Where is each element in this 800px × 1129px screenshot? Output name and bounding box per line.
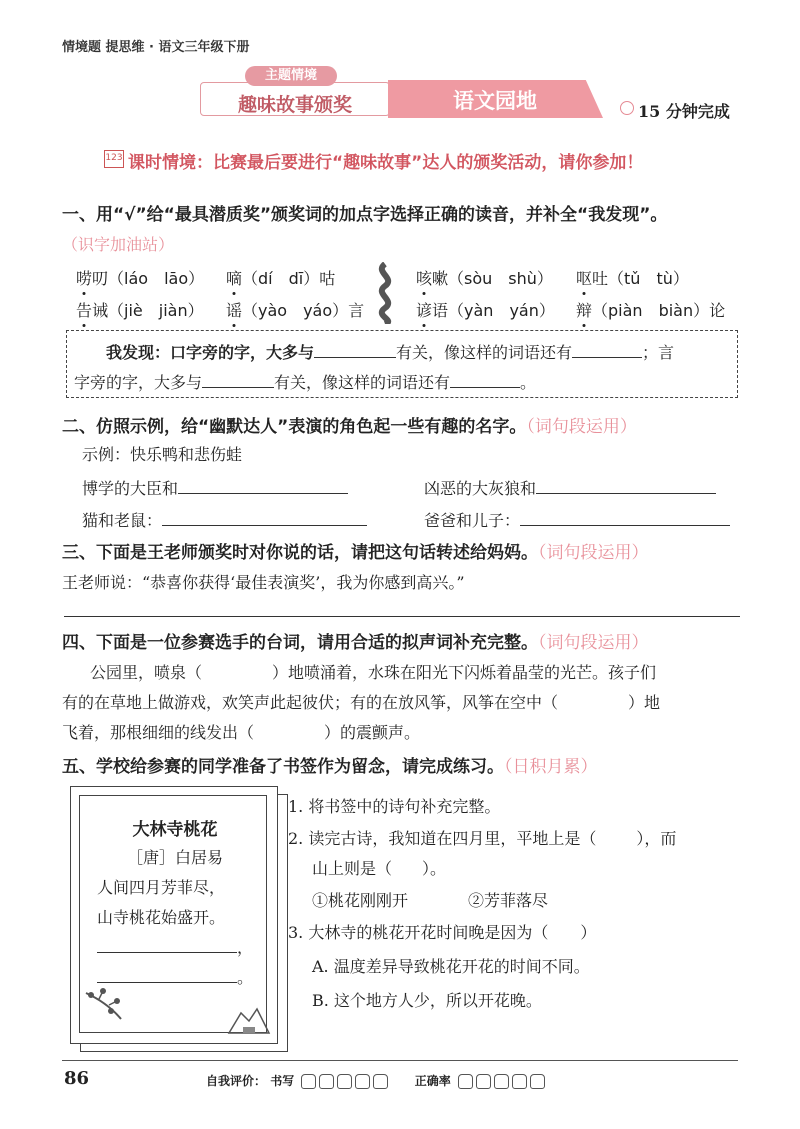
thumb-icon[interactable] [458, 1074, 473, 1089]
discover-line-1: 我发现：口字旁的字，大多与 有关，像这样的词语还有 ；言 [106, 343, 675, 362]
q5-option-b[interactable]: B. 这个地方人少，所以开花晚。 [312, 991, 542, 1010]
q5-option-1[interactable]: ①桃花刚刚开 [312, 891, 409, 910]
q1-title: 一、用“√”给“最具潜质奖”颁奖词的加点字选择正确的读音，并补全“我发现”。 [62, 205, 668, 225]
pinyin-item: 嘀（dí dī）咕 [226, 269, 336, 288]
poem-blank-2: 。 [97, 965, 253, 988]
q2-item-a: 博学的大臣和 [82, 476, 348, 499]
q3-title: 三、下面是王老师颁奖时对你说的话，请把这句话转述给妈妈。（词句段运用） [62, 543, 649, 563]
pinyin-item: 呕吐（tǔ tù） [576, 269, 689, 288]
pinyin-item: 唠叨（láo lāo） [76, 269, 205, 288]
q2-item-b: 凶恶的大灰狼和 [424, 476, 716, 499]
q5-sub-2-cont: 山上则是（ ）。 [312, 859, 447, 878]
q5-option-a[interactable]: A. 温度差异导致桃花开花的时间不同。 [312, 957, 590, 976]
q3-quote: 王老师说：“恭喜你获得‘最佳表演奖’，我为你感到高兴。” [62, 573, 465, 592]
thumb-icon[interactable] [494, 1074, 509, 1089]
q4-title: 四、下面是一位参赛选手的台词，请用合适的拟声词补充完整。（词句段运用） [62, 633, 649, 653]
plum-branch-icon [81, 985, 141, 1033]
lesson-context: 课时情境：比赛最后要进行“趣味故事”达人的颁奖活动，请你参加！ [128, 153, 644, 173]
thumb-icon[interactable] [512, 1074, 527, 1089]
thumb-icon[interactable] [530, 1074, 545, 1089]
section-title: 语文园地 [453, 89, 537, 113]
q5-sub-1: 1. 将书签中的诗句补充完整。 [288, 797, 501, 816]
discover-line-2: 字旁的字，大多与 有关，像这样的词语还有 。 [74, 373, 537, 392]
poem-blank-1: ， [97, 935, 253, 958]
q5-title: 五、学校给参赛的同学准备了书签作为留念，请完成练习。（日积月累） [62, 757, 598, 777]
pinyin-item: 辩（piàn biàn）论 [576, 301, 726, 320]
page-number: 86 [64, 1068, 90, 1089]
answer-blank[interactable] [314, 343, 396, 358]
pinyin-item: 咳嗽（sòu shù） [416, 269, 553, 288]
theme-title: 趣味故事颁奖 [237, 94, 352, 116]
q4-line-2: 有的在草地上做游戏，欢笑声此起彼伏；有的在放风筝，风筝在空中（ ）地 [62, 693, 661, 712]
thumb-icon[interactable] [319, 1074, 334, 1089]
poem-line-1: 人间四月芳菲尽， [97, 878, 226, 897]
theme-banner [200, 68, 610, 122]
answer-blank[interactable] [97, 968, 237, 983]
footer-divider [62, 1060, 738, 1061]
time-limit: 15 分钟完成 [638, 102, 730, 121]
q3-answer-line[interactable] [64, 616, 740, 617]
answer-blank[interactable] [202, 373, 274, 388]
answer-blank[interactable] [520, 511, 730, 526]
q4-line-3: 飞着，那根细细的线发出（ ）的震颤声。 [62, 723, 421, 742]
thumb-icon[interactable] [301, 1074, 316, 1089]
pinyin-item: 告诫（jiè jiàn） [76, 301, 204, 320]
q1-right-col [416, 266, 746, 330]
pinyin-item: 谚语（yàn yán） [416, 301, 555, 320]
thumb-icon[interactable] [355, 1074, 370, 1089]
thumb-icon[interactable] [476, 1074, 491, 1089]
poem-line-2: 山寺桃花始盛开。 [97, 908, 226, 927]
q1-tag: （识字加油站） [62, 235, 175, 254]
poem-author: ［唐］白居易 [126, 848, 223, 867]
answer-blank[interactable] [178, 479, 348, 494]
q2-example: 示例：快乐鸭和悲伤蛙 [82, 445, 243, 464]
q5-sub-2: 2. 读完古诗，我知道在四月里，平地上是（ ），而 [288, 829, 677, 848]
theme-tag: 主题情境 [245, 66, 337, 86]
book-title: 情境题 提思维 · 语文三年级下册 [62, 40, 250, 55]
clock-icon [620, 101, 634, 115]
q5-sub-3: 3. 大林寺的桃花开花时间晚是因为（ ） [288, 923, 597, 942]
poem-title: 大林寺桃花 [132, 820, 218, 840]
answer-blank[interactable] [450, 373, 520, 388]
abacus-icon: 123 [104, 150, 124, 168]
wave-divider [372, 262, 398, 324]
q5-option-2[interactable]: ②芳菲落尽 [468, 891, 549, 910]
q2-item-d: 爸爸和儿子： [424, 508, 730, 531]
bookmark-card [70, 786, 278, 1044]
answer-blank[interactable] [97, 938, 237, 953]
temple-icon [227, 1001, 271, 1035]
self-eval: 自我评价： 书写 正确率 [206, 1072, 545, 1089]
q2-item-c: 猫和老鼠： [82, 508, 367, 531]
pinyin-item: 谣（yào yáo）言 [226, 301, 365, 320]
thumb-icon[interactable] [373, 1074, 388, 1089]
answer-blank[interactable] [536, 479, 716, 494]
q2-title: 二、仿照示例，给“幽默达人”表演的角色起一些有趣的名字。（词句段运用） [62, 417, 637, 437]
q1-left-col [76, 266, 386, 330]
q4-line-1: 公园里，喷泉（ ）地喷涌着，水珠在阳光下闪烁着晶莹的光芒。孩子们 [90, 663, 657, 682]
answer-blank[interactable] [162, 511, 367, 526]
answer-blank[interactable] [572, 343, 642, 358]
thumb-icon[interactable] [337, 1074, 352, 1089]
